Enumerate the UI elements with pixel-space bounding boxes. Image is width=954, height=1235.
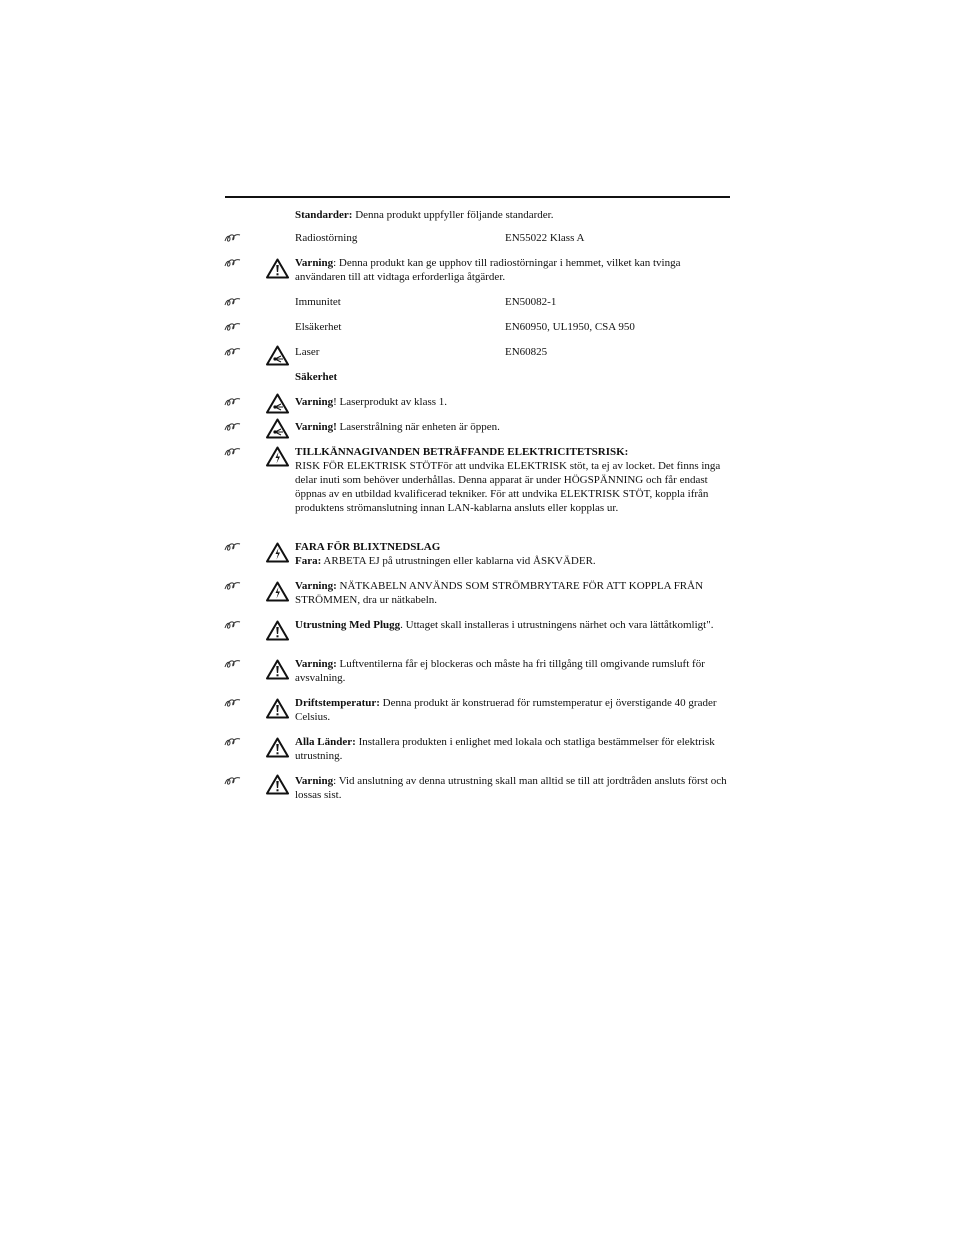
laser-class-text: ! Laserprodukt av klass 1. <box>333 396 448 408</box>
safety-heading: Säkerhet <box>295 371 338 383</box>
immunity-label: Immunitet <box>295 296 341 308</box>
marker-icon <box>224 347 241 357</box>
marker-icon <box>224 297 241 307</box>
electric-shock-icon <box>266 446 289 467</box>
standards-text: Denna produkt uppfyller följande standarder. <box>352 209 554 221</box>
marker-icon <box>224 776 241 786</box>
vents-label: Varning: <box>295 658 337 670</box>
immunity-value: EN50082-1 <box>505 296 557 308</box>
temperature-label: Driftstemperatur: <box>295 697 380 709</box>
shock-text: RISK FÖR ELEKTRISK STÖTFör att undvika ELEKTRISK stöt, ta ej av locket. Det finns inga delar inuti som behöver underhållas. Denna apparat är under HÖGSPÄNNING och får endast öppnas av en utbildad kvalificerad tekniker. För att undvika ELEKTRISK STÖT, koppla ifrån produktens strömanslutning innan LAN-kablarna ansluts eller kopplas ur. <box>295 460 721 514</box>
laser-value: EN60825 <box>505 346 548 358</box>
radio-value: EN55022 Klass A <box>505 232 585 244</box>
top-rule <box>225 196 730 198</box>
countries-text: Installera produkten i enlighet med lokala och statliga bestämmelser för elektrisk utrustning. <box>295 736 715 762</box>
warning-exclamation-icon <box>266 258 289 279</box>
marker-icon <box>224 698 241 708</box>
warning-exclamation-icon <box>266 737 289 758</box>
laser-warning-icon <box>266 393 289 414</box>
lightning-heading: FARA FÖR BLIXTNEDSLAG <box>295 541 441 553</box>
laser-open-label: Varning! <box>295 421 337 433</box>
marker-icon <box>224 659 241 669</box>
shock-heading: TILLKÄNNAGIVANDEN BETRÄFFANDE ELEKTRICITETSRISK: <box>295 446 629 458</box>
plug-label: Utrustning Med Plugg <box>295 619 401 631</box>
warning-exclamation-icon <box>266 698 289 719</box>
electric-shock-icon <box>266 581 289 602</box>
ground-text: : Vid anslutning av denna utrustning skall man alltid se till att jordtråden ansluts först och lossas sist. <box>295 775 727 801</box>
laser-class-label: Varning <box>295 396 334 408</box>
radio-warning-label: Varning <box>295 257 334 269</box>
warning-exclamation-icon <box>266 659 289 680</box>
power-cable-text: NÄTKABELN ANVÄNDS SOM STRÖMBRYTARE FÖR ATT KOPPLA FRÅN STRÖMMEN, dra ur nätkabeln. <box>295 580 704 606</box>
marker-icon <box>224 542 241 552</box>
electrical-value: EN60950, UL1950, CSA 950 <box>505 321 635 333</box>
electric-shock-icon <box>266 542 289 563</box>
marker-icon <box>224 233 241 243</box>
marker-icon <box>224 620 241 630</box>
laser-warning-icon <box>266 418 289 439</box>
laser-warning-icon <box>266 345 289 366</box>
warning-exclamation-icon <box>266 620 289 641</box>
marker-icon <box>224 258 241 268</box>
marker-icon <box>224 422 241 432</box>
lightning-label: Fara: <box>295 555 322 567</box>
temperature-text: Denna produkt är konstruerad för rumstemperatur ej överstigande 40 grader Celsius. <box>295 697 717 723</box>
marker-icon <box>224 397 241 407</box>
warning-exclamation-icon <box>266 774 289 795</box>
radio-label: Radiostörning <box>295 232 358 244</box>
ground-label: Varning <box>295 775 334 787</box>
marker-icon <box>224 447 241 457</box>
countries-label: Alla Länder: <box>295 736 356 748</box>
radio-warning-text: : Denna produkt kan ge upphov till radiostörningar i hemmet, vilket kan tvinga användaren till att vidtaga erforderliga åtgärder. <box>295 257 681 283</box>
lightning-text: ARBETA EJ på utrustningen eller kablarna vid ÅSKVÄDER. <box>321 555 596 567</box>
power-cable-label: Varning: <box>295 580 337 592</box>
laser-open-text: Laserstrålning när enheten är öppen. <box>336 421 500 433</box>
plug-text: . Uttaget skall installeras i utrustningens närhet och vara lättåtkomligt". <box>400 619 714 631</box>
laser-label: Laser <box>295 346 320 358</box>
electrical-label: Elsäkerhet <box>295 321 342 333</box>
marker-icon <box>224 322 241 332</box>
standards-label: Standarder: <box>295 209 353 221</box>
marker-icon <box>224 737 241 747</box>
marker-icon <box>224 581 241 591</box>
vents-text: Luftventilerna får ej blockeras och måste ha fri tillgång till omgivande rumsluft för avsvalning. <box>295 658 705 684</box>
